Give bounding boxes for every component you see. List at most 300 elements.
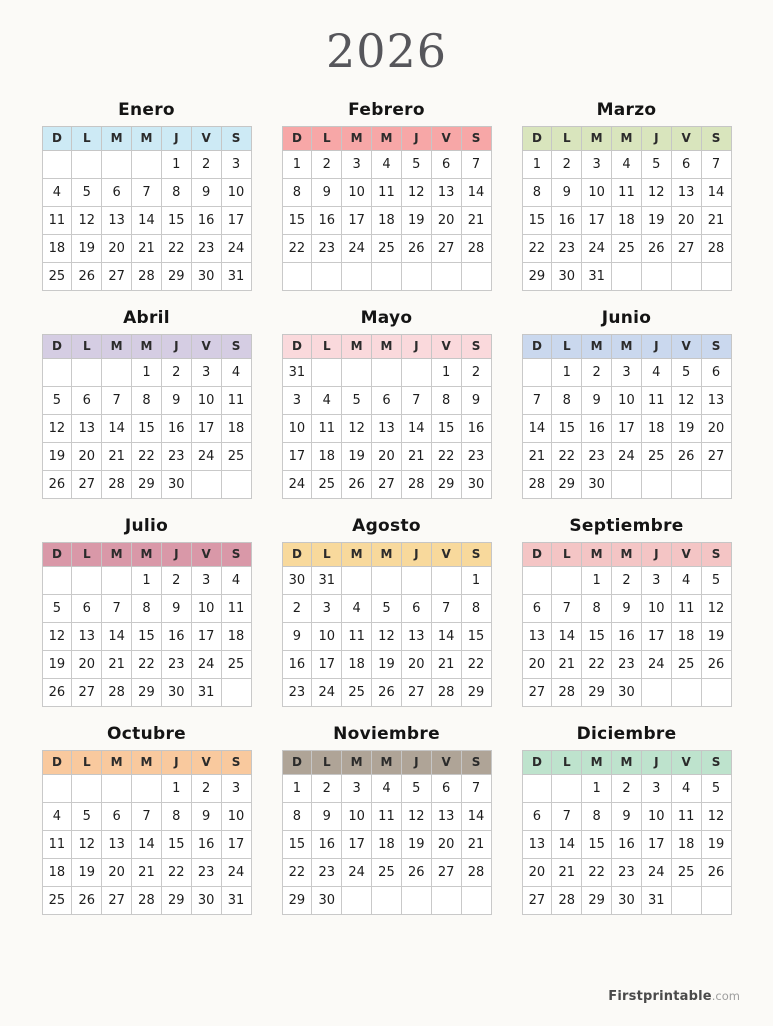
weekday-header-cell: M	[582, 126, 612, 150]
weekday-header-cell: S	[221, 750, 251, 774]
day-cell	[372, 262, 402, 290]
weekday-header-cell: S	[701, 126, 731, 150]
day-cell: 18	[42, 858, 72, 886]
week-row	[522, 470, 731, 498]
day-cell: 13	[401, 622, 431, 650]
day-cell: 18	[671, 622, 701, 650]
day-cell: 16	[191, 206, 221, 234]
day-cell: 30	[461, 470, 491, 498]
day-cell	[221, 678, 251, 706]
day-cell: 18	[221, 622, 251, 650]
day-cell: 5	[671, 358, 701, 386]
weekday-header-cell: S	[221, 334, 251, 358]
day-cell: 10	[582, 178, 612, 206]
day-cell: 3	[221, 774, 251, 802]
day-cell	[431, 886, 461, 914]
week-row	[522, 886, 731, 914]
month-block	[282, 723, 492, 915]
day-cell	[72, 150, 102, 178]
day-cell: 3	[641, 566, 671, 594]
day-cell: 2	[161, 358, 191, 386]
day-cell: 22	[132, 650, 162, 678]
day-cell: 30	[161, 470, 191, 498]
week-row	[42, 262, 251, 290]
day-cell: 25	[372, 858, 402, 886]
day-cell: 4	[221, 358, 251, 386]
day-cell: 12	[342, 414, 372, 442]
day-cell: 24	[582, 234, 612, 262]
day-cell: 20	[522, 650, 552, 678]
weekday-header-row	[42, 334, 251, 358]
day-cell: 7	[522, 386, 552, 414]
day-cell: 25	[641, 442, 671, 470]
day-cell: 29	[552, 470, 582, 498]
day-cell: 26	[372, 678, 402, 706]
month-grid	[42, 750, 252, 915]
day-cell: 20	[372, 442, 402, 470]
weekday-header-cell: D	[42, 126, 72, 150]
day-cell: 5	[401, 150, 431, 178]
day-cell: 5	[342, 386, 372, 414]
week-row	[42, 802, 251, 830]
day-cell: 4	[221, 566, 251, 594]
day-cell: 5	[42, 594, 72, 622]
day-cell: 9	[191, 178, 221, 206]
day-cell: 2	[191, 150, 221, 178]
day-cell: 4	[671, 566, 701, 594]
week-row	[42, 470, 251, 498]
months-grid	[42, 99, 732, 915]
weekday-header-row	[42, 126, 251, 150]
day-cell: 26	[401, 234, 431, 262]
day-cell: 13	[372, 414, 402, 442]
week-row	[42, 678, 251, 706]
weekday-header-cell: J	[641, 126, 671, 150]
weekday-header-cell: V	[671, 334, 701, 358]
weekday-header-row	[282, 334, 491, 358]
weekday-header-cell: L	[552, 542, 582, 566]
weekday-header-cell: M	[102, 542, 132, 566]
day-cell: 24	[342, 234, 372, 262]
week-row	[282, 594, 491, 622]
weekday-header-cell: S	[701, 334, 731, 358]
day-cell: 30	[282, 566, 312, 594]
day-cell: 13	[431, 802, 461, 830]
weekday-header-cell: L	[312, 126, 342, 150]
weekday-header-cell: L	[552, 126, 582, 150]
day-cell: 30	[612, 886, 642, 914]
day-cell: 1	[431, 358, 461, 386]
day-cell: 23	[552, 234, 582, 262]
month-title: Diciembre	[576, 723, 677, 744]
day-cell: 10	[641, 802, 671, 830]
weekday-header-cell: V	[431, 334, 461, 358]
day-cell: 1	[282, 774, 312, 802]
day-cell: 10	[312, 622, 342, 650]
day-cell	[431, 566, 461, 594]
weeks-body	[522, 358, 731, 498]
day-cell: 21	[132, 234, 162, 262]
day-cell: 6	[522, 802, 552, 830]
day-cell: 16	[582, 414, 612, 442]
day-cell: 15	[282, 830, 312, 858]
day-cell: 27	[701, 442, 731, 470]
day-cell: 20	[671, 206, 701, 234]
day-cell: 20	[102, 858, 132, 886]
day-cell: 22	[161, 858, 191, 886]
day-cell: 10	[221, 178, 251, 206]
day-cell	[522, 774, 552, 802]
week-row	[522, 622, 731, 650]
month-grid	[42, 334, 252, 499]
weekday-header-cell: S	[701, 750, 731, 774]
day-cell: 19	[401, 206, 431, 234]
weekday-header-cell: D	[522, 750, 552, 774]
day-cell: 6	[401, 594, 431, 622]
weekday-header-cell: V	[191, 334, 221, 358]
month-title: Agosto	[352, 515, 421, 536]
day-cell: 11	[641, 386, 671, 414]
day-cell: 13	[72, 622, 102, 650]
day-cell: 10	[342, 802, 372, 830]
week-row	[42, 414, 251, 442]
day-cell: 9	[461, 386, 491, 414]
day-cell: 31	[221, 262, 251, 290]
week-row	[522, 442, 731, 470]
week-row	[42, 442, 251, 470]
day-cell: 25	[42, 886, 72, 914]
day-cell: 24	[612, 442, 642, 470]
weeks-body	[522, 150, 731, 290]
day-cell: 20	[431, 830, 461, 858]
day-cell: 6	[431, 150, 461, 178]
weekday-header-cell: M	[132, 126, 162, 150]
day-cell: 22	[461, 650, 491, 678]
day-cell: 18	[372, 206, 402, 234]
weekday-header-row	[522, 750, 731, 774]
day-cell: 2	[282, 594, 312, 622]
day-cell: 28	[401, 470, 431, 498]
day-cell: 11	[42, 206, 72, 234]
weekday-header-cell: L	[72, 542, 102, 566]
day-cell: 23	[282, 678, 312, 706]
day-cell: 9	[612, 802, 642, 830]
day-cell: 21	[552, 858, 582, 886]
day-cell: 9	[312, 178, 342, 206]
day-cell: 27	[72, 470, 102, 498]
month-grid	[522, 126, 732, 291]
weekday-header-row	[42, 750, 251, 774]
day-cell: 14	[522, 414, 552, 442]
day-cell: 22	[161, 234, 191, 262]
day-cell: 3	[312, 594, 342, 622]
day-cell: 19	[701, 622, 731, 650]
day-cell: 20	[72, 650, 102, 678]
day-cell	[342, 886, 372, 914]
day-cell	[641, 470, 671, 498]
day-cell: 8	[161, 802, 191, 830]
day-cell	[401, 262, 431, 290]
day-cell: 16	[161, 414, 191, 442]
day-cell: 2	[191, 774, 221, 802]
day-cell: 8	[582, 594, 612, 622]
footer-brand	[608, 989, 740, 1004]
day-cell: 26	[42, 678, 72, 706]
weeks-body	[282, 566, 491, 706]
day-cell: 2	[582, 358, 612, 386]
day-cell: 16	[552, 206, 582, 234]
day-cell: 5	[701, 566, 731, 594]
day-cell	[312, 358, 342, 386]
day-cell	[522, 358, 552, 386]
day-cell: 13	[72, 414, 102, 442]
day-cell: 26	[72, 262, 102, 290]
calendar-page	[0, 24, 773, 1004]
day-cell: 2	[312, 774, 342, 802]
weekday-header-cell: S	[461, 750, 491, 774]
day-cell: 24	[221, 234, 251, 262]
weekday-header-cell: S	[461, 126, 491, 150]
weekday-header-cell: J	[161, 334, 191, 358]
month-title: Noviembre	[333, 723, 440, 744]
day-cell: 5	[372, 594, 402, 622]
weekday-header-cell: M	[102, 126, 132, 150]
day-cell: 16	[161, 622, 191, 650]
day-cell: 8	[461, 594, 491, 622]
day-cell	[641, 262, 671, 290]
day-cell: 5	[72, 178, 102, 206]
day-cell: 13	[431, 178, 461, 206]
day-cell: 11	[312, 414, 342, 442]
day-cell: 30	[161, 678, 191, 706]
day-cell: 17	[582, 206, 612, 234]
day-cell: 5	[701, 774, 731, 802]
weekday-header-row	[522, 542, 731, 566]
day-cell: 15	[582, 622, 612, 650]
weekday-header-cell: S	[461, 334, 491, 358]
week-row	[42, 386, 251, 414]
day-cell: 17	[221, 206, 251, 234]
day-cell: 1	[132, 566, 162, 594]
day-cell: 16	[612, 830, 642, 858]
day-cell: 15	[522, 206, 552, 234]
day-cell: 30	[191, 886, 221, 914]
day-cell: 17	[641, 622, 671, 650]
weekday-header-cell: S	[461, 542, 491, 566]
month-title: Enero	[118, 99, 175, 120]
day-cell: 1	[582, 566, 612, 594]
day-cell	[612, 262, 642, 290]
weekday-header-cell: M	[102, 334, 132, 358]
month-grid	[522, 334, 732, 499]
day-cell	[671, 470, 701, 498]
day-cell: 19	[372, 650, 402, 678]
weekday-header-cell: S	[221, 542, 251, 566]
day-cell: 7	[401, 386, 431, 414]
weekday-header-cell: M	[582, 542, 612, 566]
day-cell: 23	[191, 234, 221, 262]
weekday-header-row	[282, 750, 491, 774]
day-cell: 18	[612, 206, 642, 234]
day-cell: 27	[671, 234, 701, 262]
day-cell: 9	[161, 594, 191, 622]
day-cell: 13	[522, 830, 552, 858]
week-row	[42, 622, 251, 650]
day-cell: 28	[431, 678, 461, 706]
day-cell: 28	[102, 470, 132, 498]
day-cell: 28	[701, 234, 731, 262]
day-cell: 10	[641, 594, 671, 622]
day-cell: 15	[461, 622, 491, 650]
day-cell: 7	[461, 774, 491, 802]
day-cell: 28	[461, 858, 491, 886]
month-block	[522, 515, 732, 707]
day-cell: 31	[191, 678, 221, 706]
day-cell: 14	[701, 178, 731, 206]
day-cell: 26	[671, 442, 701, 470]
day-cell: 19	[72, 858, 102, 886]
month-block	[522, 99, 732, 291]
day-cell: 3	[191, 566, 221, 594]
month-title: Octubre	[107, 723, 186, 744]
day-cell: 12	[72, 830, 102, 858]
day-cell: 30	[612, 678, 642, 706]
day-cell: 7	[552, 802, 582, 830]
day-cell: 21	[102, 650, 132, 678]
day-cell: 11	[671, 802, 701, 830]
day-cell: 29	[461, 678, 491, 706]
month-block	[282, 99, 492, 291]
day-cell: 17	[191, 414, 221, 442]
day-cell: 21	[102, 442, 132, 470]
day-cell: 15	[161, 830, 191, 858]
weekday-header-cell: D	[42, 750, 72, 774]
weekday-header-row	[282, 542, 491, 566]
weekday-header-cell: S	[221, 126, 251, 150]
day-cell: 26	[72, 886, 102, 914]
day-cell: 21	[461, 206, 491, 234]
day-cell: 29	[161, 262, 191, 290]
day-cell: 29	[582, 886, 612, 914]
day-cell: 14	[102, 622, 132, 650]
day-cell: 19	[42, 650, 72, 678]
weekday-header-cell: V	[431, 542, 461, 566]
day-cell: 17	[221, 830, 251, 858]
week-row	[42, 234, 251, 262]
day-cell: 23	[612, 858, 642, 886]
day-cell	[701, 470, 731, 498]
day-cell: 8	[132, 594, 162, 622]
day-cell: 8	[161, 178, 191, 206]
day-cell: 26	[42, 470, 72, 498]
day-cell	[401, 358, 431, 386]
weekday-header-cell: V	[431, 750, 461, 774]
weekday-header-cell: M	[342, 750, 372, 774]
day-cell	[191, 470, 221, 498]
month-grid	[42, 542, 252, 707]
day-cell: 19	[342, 442, 372, 470]
day-cell	[552, 774, 582, 802]
day-cell: 19	[72, 234, 102, 262]
weekday-header-cell: M	[342, 126, 372, 150]
day-cell: 12	[401, 178, 431, 206]
week-row	[522, 262, 731, 290]
day-cell: 7	[701, 150, 731, 178]
weeks-body	[42, 774, 251, 914]
day-cell: 17	[312, 650, 342, 678]
day-cell: 11	[671, 594, 701, 622]
week-row	[522, 178, 731, 206]
day-cell: 25	[372, 234, 402, 262]
day-cell: 1	[161, 150, 191, 178]
day-cell: 21	[132, 858, 162, 886]
weekday-header-cell: J	[161, 750, 191, 774]
day-cell: 15	[132, 622, 162, 650]
weeks-body	[42, 358, 251, 498]
day-cell	[641, 678, 671, 706]
week-row	[282, 470, 491, 498]
weekday-header-cell: M	[372, 126, 402, 150]
day-cell	[461, 886, 491, 914]
weekday-header-cell: V	[191, 126, 221, 150]
month-title: Marzo	[596, 99, 657, 120]
day-cell: 14	[102, 414, 132, 442]
week-row	[282, 774, 491, 802]
day-cell: 27	[72, 678, 102, 706]
day-cell: 17	[612, 414, 642, 442]
week-row	[522, 802, 731, 830]
day-cell	[671, 678, 701, 706]
day-cell: 3	[282, 386, 312, 414]
day-cell: 7	[102, 386, 132, 414]
week-row	[282, 414, 491, 442]
day-cell: 18	[372, 830, 402, 858]
weekday-header-cell: M	[612, 542, 642, 566]
weekday-header-cell: L	[312, 750, 342, 774]
weekday-header-cell: J	[161, 126, 191, 150]
month-block	[282, 515, 492, 707]
day-cell	[431, 262, 461, 290]
week-row	[282, 886, 491, 914]
day-cell: 4	[372, 774, 402, 802]
day-cell: 29	[132, 470, 162, 498]
day-cell: 24	[641, 858, 671, 886]
day-cell: 2	[552, 150, 582, 178]
month-grid	[282, 750, 492, 915]
week-row	[42, 566, 251, 594]
day-cell: 19	[42, 442, 72, 470]
day-cell: 20	[701, 414, 731, 442]
weekday-header-cell: J	[401, 542, 431, 566]
day-cell	[342, 262, 372, 290]
day-cell: 7	[552, 594, 582, 622]
day-cell	[401, 566, 431, 594]
day-cell: 19	[401, 830, 431, 858]
weekday-header-cell: D	[282, 334, 312, 358]
day-cell: 1	[522, 150, 552, 178]
week-row	[282, 858, 491, 886]
month-title: Septiembre	[569, 515, 684, 536]
day-cell: 24	[312, 678, 342, 706]
day-cell: 8	[431, 386, 461, 414]
day-cell: 16	[312, 830, 342, 858]
day-cell: 6	[671, 150, 701, 178]
day-cell: 18	[342, 650, 372, 678]
day-cell: 23	[461, 442, 491, 470]
weekday-header-cell: J	[641, 750, 671, 774]
month-grid	[282, 334, 492, 499]
month-grid	[522, 542, 732, 707]
